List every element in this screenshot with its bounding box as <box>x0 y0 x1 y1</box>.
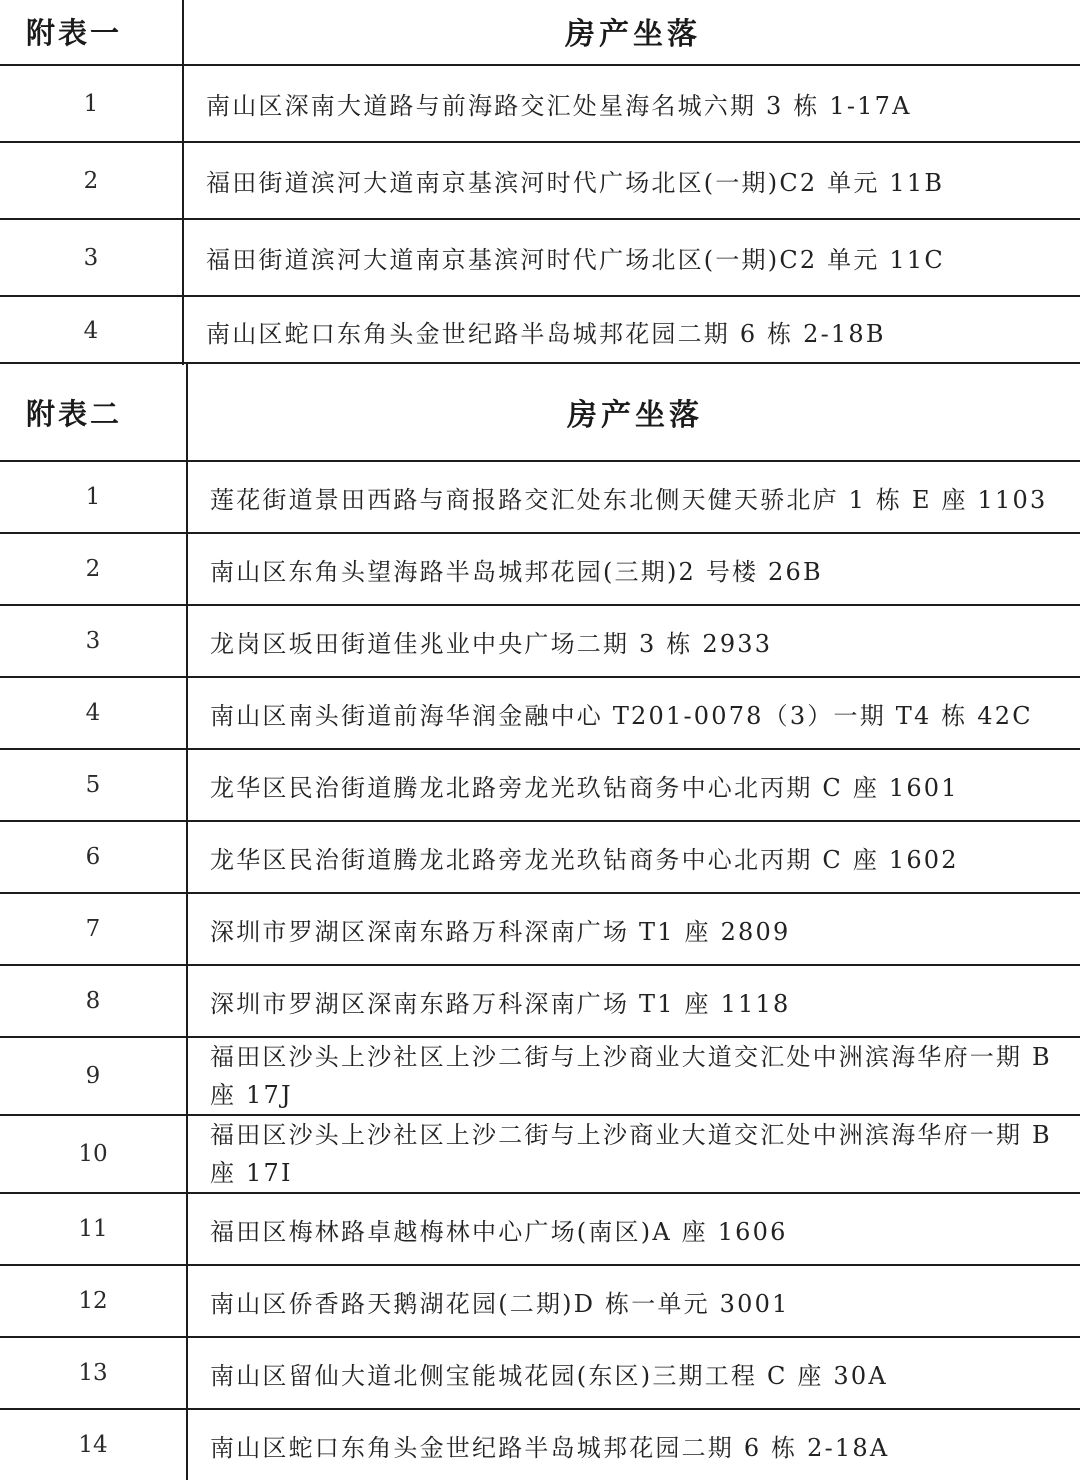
table-row <box>0 533 1080 605</box>
row-number: 13 <box>0 1337 187 1409</box>
table-row <box>0 677 1080 749</box>
row-address: 深圳市罗湖区深南东路万科深南广场 T1 座 2809 <box>187 893 1080 965</box>
table-row <box>0 1337 1080 1409</box>
row-address: 南山区留仙大道北侧宝能城花园(东区)三期工程 C 座 30A <box>187 1337 1080 1409</box>
row-address: 龙岗区坂田街道佳兆业中央广场二期 3 栋 2933 <box>187 605 1080 677</box>
table-row <box>0 821 1080 893</box>
row-address: 福田街道滨河大道南京基滨河时代广场北区(一期)C2 单元 11C <box>183 219 1080 296</box>
table-header-row <box>0 363 1080 461</box>
row-number: 9 <box>0 1037 187 1115</box>
table-row <box>0 605 1080 677</box>
table-row <box>0 65 1080 142</box>
table-row <box>0 1409 1080 1480</box>
table-row <box>0 461 1080 533</box>
table-row <box>0 749 1080 821</box>
table-row <box>0 1115 1080 1193</box>
row-number: 2 <box>0 142 183 219</box>
table-row <box>0 1037 1080 1115</box>
row-number: 4 <box>0 677 187 749</box>
property-table-1 <box>0 0 1080 365</box>
row-address: 深圳市罗湖区深南东路万科深南广场 T1 座 1118 <box>187 965 1080 1037</box>
table-row <box>0 893 1080 965</box>
row-number: 1 <box>0 65 183 142</box>
property-table-2 <box>0 362 1080 1480</box>
table-row <box>0 1193 1080 1265</box>
row-number: 8 <box>0 965 187 1037</box>
row-number: 3 <box>0 219 183 296</box>
row-number: 3 <box>0 605 187 677</box>
row-address: 南山区蛇口东角头金世纪路半岛城邦花园二期 6 栋 2-18A <box>187 1409 1080 1480</box>
column-title: 房产坐落 <box>183 0 1080 65</box>
row-number: 14 <box>0 1409 187 1480</box>
row-address: 福田区沙头上沙社区上沙二街与上沙商业大道交汇处中洲滨海华府一期 B 座 17I <box>187 1115 1080 1193</box>
row-number: 10 <box>0 1115 187 1193</box>
row-number: 5 <box>0 749 187 821</box>
row-address: 南山区南头街道前海华润金融中心 T201-0078（3）一期 T4 栋 42C <box>187 677 1080 749</box>
row-number: 11 <box>0 1193 187 1265</box>
row-number: 1 <box>0 461 187 533</box>
row-address: 南山区深南大道路与前海路交汇处星海名城六期 3 栋 1-17A <box>183 65 1080 142</box>
row-number: 6 <box>0 821 187 893</box>
row-number: 4 <box>0 296 183 365</box>
table-row <box>0 219 1080 296</box>
table-row <box>0 965 1080 1037</box>
row-address: 南山区蛇口东角头金世纪路半岛城邦花园二期 6 栋 2-18B <box>183 296 1080 365</box>
table-row <box>0 142 1080 219</box>
table-label: 附表二 <box>0 363 187 461</box>
row-address: 南山区侨香路天鹅湖花园(二期)D 栋一单元 3001 <box>187 1265 1080 1337</box>
row-address: 福田街道滨河大道南京基滨河时代广场北区(一期)C2 单元 11B <box>183 142 1080 219</box>
row-address: 南山区东角头望海路半岛城邦花园(三期)2 号楼 26B <box>187 533 1080 605</box>
table-header-row <box>0 0 1080 65</box>
row-address: 龙华区民治街道腾龙北路旁龙光玖钻商务中心北丙期 C 座 1601 <box>187 749 1080 821</box>
row-number: 12 <box>0 1265 187 1337</box>
row-address: 福田区梅林路卓越梅林中心广场(南区)A 座 1606 <box>187 1193 1080 1265</box>
row-address: 龙华区民治街道腾龙北路旁龙光玖钻商务中心北丙期 C 座 1602 <box>187 821 1080 893</box>
table-row <box>0 1265 1080 1337</box>
table-row <box>0 296 1080 365</box>
row-address: 福田区沙头上沙社区上沙二街与上沙商业大道交汇处中洲滨海华府一期 B 座 17J <box>187 1037 1080 1115</box>
table-label: 附表一 <box>0 0 183 65</box>
row-number: 2 <box>0 533 187 605</box>
column-title: 房产坐落 <box>187 363 1080 461</box>
row-address: 莲花街道景田西路与商报路交汇处东北侧天健天骄北庐 1 栋 E 座 1103 <box>187 461 1080 533</box>
row-number: 7 <box>0 893 187 965</box>
